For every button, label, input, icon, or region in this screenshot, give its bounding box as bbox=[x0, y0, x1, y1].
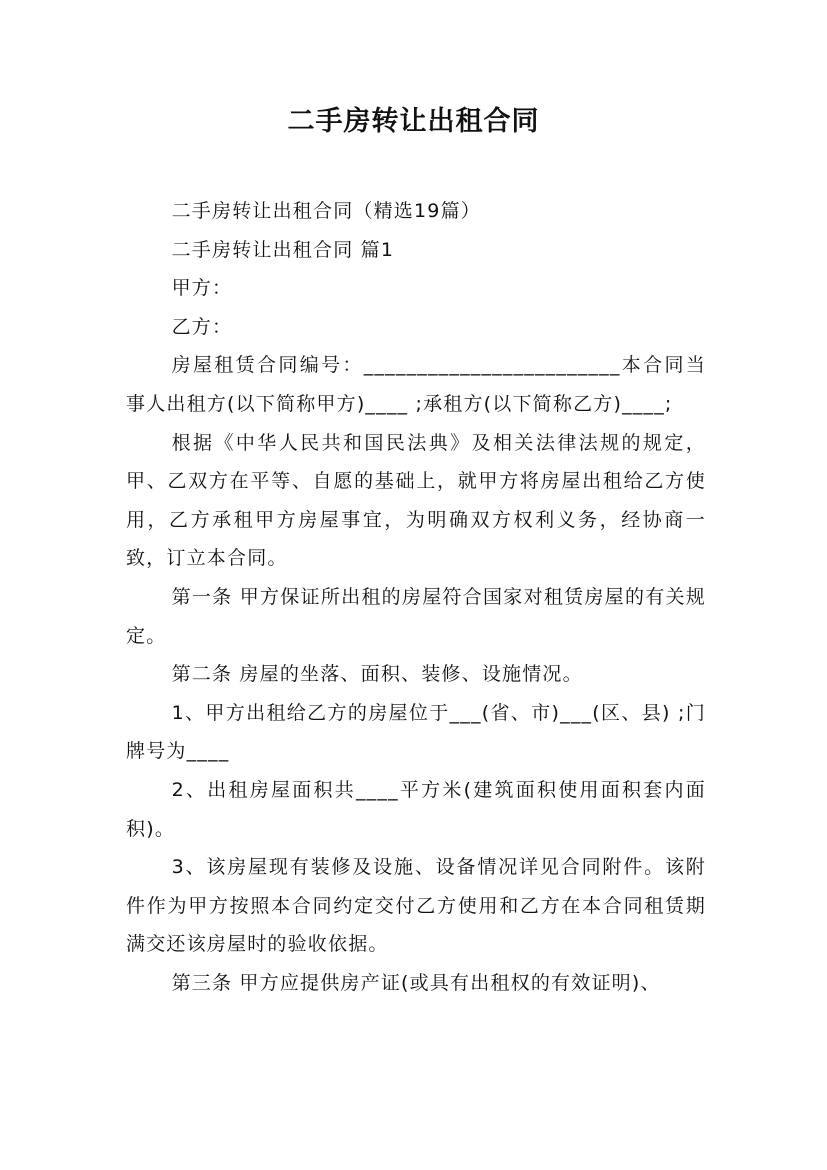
paragraph-section-heading: 二手房转让出租合同 篇1 bbox=[171, 238, 395, 261]
paragraph-party-a: 甲方： bbox=[171, 277, 233, 300]
paragraph-item-2: 2、出租房屋面积共____平方米(建筑面积使用面积套内面积)。 bbox=[126, 778, 706, 840]
paragraph-article-2: 第二条 房屋的坐落、面积、装修、设施情况。 bbox=[171, 663, 583, 686]
paragraph-article-1: 第一条 甲方保证所出租的房屋符合国家对租赁房屋的有关规定。 bbox=[126, 585, 706, 647]
paragraph-party-b: 乙方： bbox=[171, 315, 233, 338]
paragraph-item-3: 3、该房屋现有装修及设施、设备情况详见合同附件。该附件作为甲方按照本合同约定交付乙方使用和乙方在本合同租赁期满交还该房屋时的验收依据。 bbox=[126, 856, 706, 956]
paragraph-item-1: 1、甲方出租给乙方的房屋位于___(省、市)___(区、县) ;门牌号为____ bbox=[126, 701, 706, 763]
paragraph-collection-title: 二手房转让出租合同（精选19篇） bbox=[171, 200, 481, 222]
paragraph-contract-number: 房屋租赁合同编号：________________________本合同当事人出租方(以下简称甲方)____ ;承租方(以下简称乙方)____; bbox=[126, 354, 706, 415]
paragraph-legal-basis: 根据《中华人民共和国民法典》及相关法律法规的规定，甲、乙双方在平等、自愿的基础上，就甲方将房屋出租给乙方使用，乙方承租甲方房屋事宜，为明确双方权利义务，经协商一致，订立本合同。 bbox=[126, 431, 706, 570]
paragraph-article-3: 第三条 甲方应提供房产证(或具有出租权的有效证明)、 bbox=[171, 971, 661, 994]
document-title: 二手房转让出租合同 bbox=[287, 106, 540, 137]
document-body bbox=[126, 192, 706, 1002]
